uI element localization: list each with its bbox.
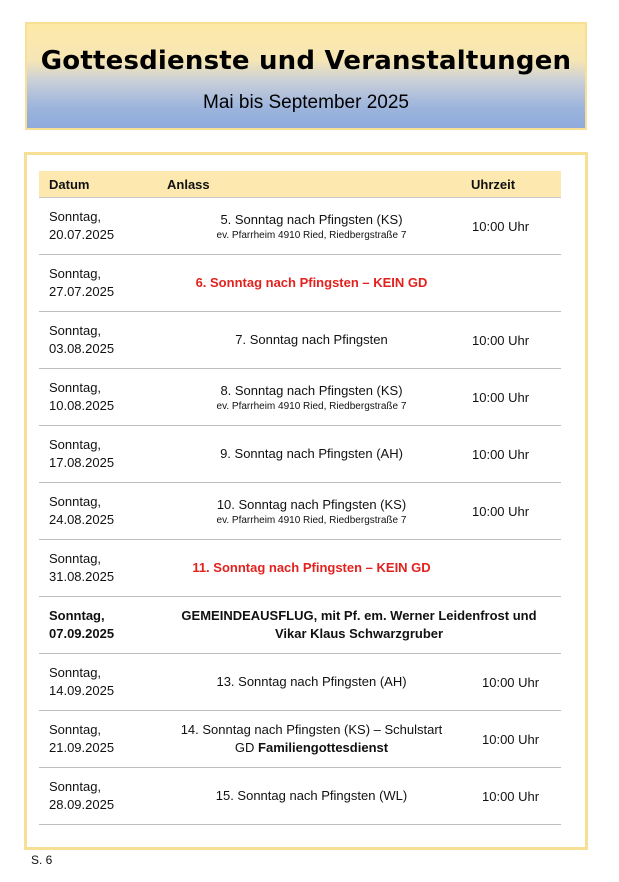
time-cell: 10:00 Uhr [472,389,530,405]
date-cell [49,369,159,425]
table-row [39,654,561,711]
table-row [39,711,561,768]
page-number: S. 6 [31,853,53,867]
table-row [39,597,561,654]
event-cell [159,312,464,368]
cancelled-event-label: 11. Sonntag nach Pfingsten – KEIN GD [192,560,431,575]
table-row [39,540,561,597]
event-cell [159,597,559,653]
day-label: Sonntag, [49,779,102,794]
event-cell [159,255,464,311]
table-row [39,483,561,540]
date-label: 24.08.2025 [49,512,115,527]
day-label: Sonntag, [49,323,102,338]
day-label: Sonntag, [49,608,105,623]
date-cell [49,426,159,482]
date-cell [49,255,159,311]
date-cell [49,312,159,368]
day-label: Sonntag, [49,665,102,680]
event-label: 5. Sonntag nach Pfingsten (KS) [220,211,403,227]
page-title: Gottesdienste und Veranstaltungen [40,46,572,76]
date-label: 20.07.2025 [49,227,115,242]
date-cell [49,198,159,254]
cancelled-event-label: 6. Sonntag nach Pfingsten – KEIN GD [195,275,428,290]
table-row [39,312,561,369]
event-cell [159,198,464,254]
location-label: ev. Pfarrheim 4910 Ried, Riedbergstraße 7 [216,229,407,241]
event-label: 13. Sonntag nach Pfingsten (AH) [216,674,407,689]
event-label: 7. Sonntag nach Pfingsten [235,332,388,347]
day-label: Sonntag, [49,266,102,281]
date-label: 10.08.2025 [49,398,115,413]
table-row [39,426,561,483]
table-row [39,198,561,255]
table-row [39,768,561,825]
location-label: ev. Pfarrheim 4910 Ried, Riedbergstraße 7 [216,400,407,412]
table-header [39,171,561,198]
event-label-line2: Vikar Klaus Schwarzgruber [274,626,444,641]
event-label: 9. Sonntag nach Pfingsten (AH) [220,446,403,461]
event-cell [159,540,464,596]
location-label: ev. Pfarrheim 4910 Ried, Riedbergstraße 7 [216,514,407,526]
event-cell [159,768,464,824]
date-label: 14.09.2025 [49,683,115,698]
event-cell [159,483,464,539]
day-label: Sonntag, [49,551,102,566]
event-cell [159,654,464,710]
schedule-table [39,171,561,825]
time-cell: 10:00 Uhr [472,218,530,234]
time-cell: 10:00 Uhr [482,788,540,804]
event-label: 14. Sonntag nach Pfingsten (KS) – Schulstart [180,722,443,737]
date-cell [49,711,159,767]
event-cell [159,426,464,482]
event-cell [159,711,464,767]
event-cell [159,369,464,425]
day-label: Sonntag, [49,437,102,452]
event-prefix: GD [234,740,259,755]
time-cell: 10:00 Uhr [472,446,530,462]
table-row [39,255,561,312]
time-cell: 10:00 Uhr [482,674,540,690]
day-label: Sonntag, [49,380,102,395]
column-header-datum: Datum [49,177,90,192]
date-cell [49,654,159,710]
event-label: 10. Sonntag nach Pfingsten (KS) [216,496,407,512]
time-cell: 10:00 Uhr [472,503,530,519]
date-label: 17.08.2025 [49,455,115,470]
date-label: 28.09.2025 [49,797,115,812]
date-label: 07.09.2025 [49,626,115,641]
time-cell: 10:00 Uhr [482,731,540,747]
date-label: 27.07.2025 [49,284,115,299]
table-row [39,369,561,426]
date-label: 21.09.2025 [49,740,115,755]
date-cell [49,540,159,596]
day-label: Sonntag, [49,722,102,737]
date-cell [49,768,159,824]
time-cell: 10:00 Uhr [472,332,530,348]
title-banner [25,22,587,130]
date-label: 03.08.2025 [49,341,115,356]
column-header-anlass: Anlass [167,177,210,192]
column-header-uhrzeit: Uhrzeit [471,177,516,192]
event-label: 15. Sonntag nach Pfingsten (WL) [215,788,408,803]
event-label: 8. Sonntag nach Pfingsten (KS) [220,382,403,398]
day-label: Sonntag, [49,494,102,509]
event-label-line2 [235,739,388,757]
date-label: 31.08.2025 [49,569,115,584]
event-label: GEMEINDEAUSFLUG, mit Pf. em. Werner Leidenfrost und [181,608,537,623]
date-cell [49,597,159,653]
event-highlight: Familiengottesdienst [258,740,389,755]
day-label: Sonntag, [49,209,102,224]
date-cell [49,483,159,539]
page-subtitle: Mai bis September 2025 [203,92,409,113]
